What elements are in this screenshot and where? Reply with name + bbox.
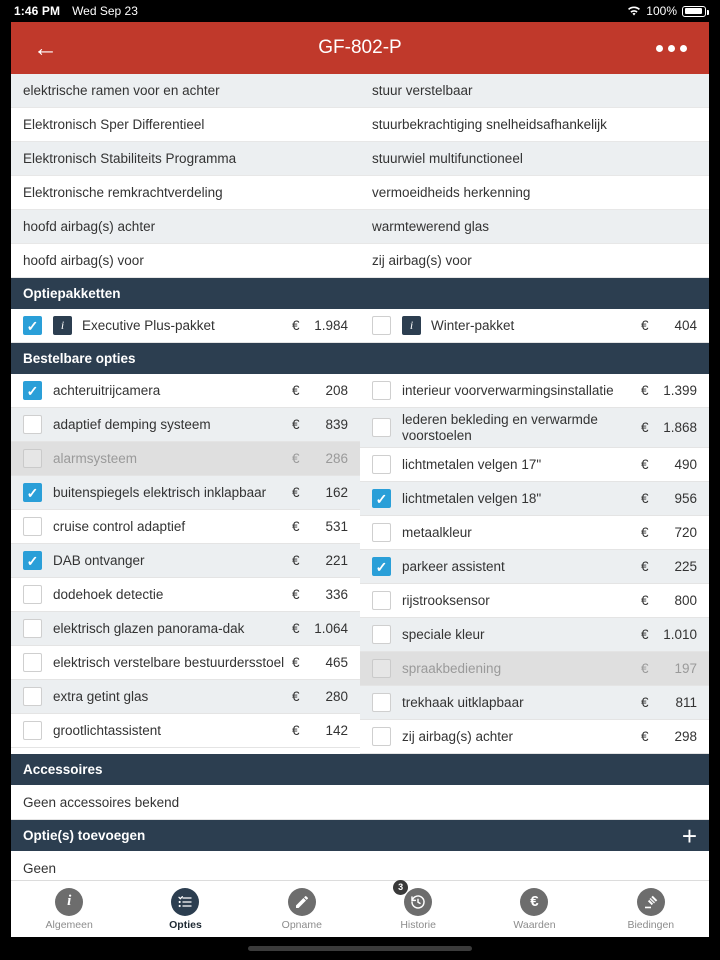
wifi-icon [627,6,641,17]
tab-opties[interactable] [127,881,243,937]
option-row[interactable] [11,612,360,646]
price-amount: 1.010 [663,627,697,642]
option-label: parkeer assistent [402,558,505,574]
price-amount: 531 [325,519,348,534]
feature-row: elektrische ramen voor en achter [11,74,360,108]
battery-icon [682,6,706,17]
option-checkbox[interactable] [23,415,42,434]
option-checkbox[interactable] [23,619,42,638]
option-checkbox [372,659,391,678]
option-checkbox[interactable] [372,418,391,437]
options-grid [11,374,709,754]
tab-label: Biedingen [627,918,675,931]
option-price [641,593,697,608]
feature-row: zij airbag(s) voor [360,244,709,278]
option-checkbox[interactable] [372,557,391,576]
currency-symbol: € [292,451,300,466]
feature-row: stuurwiel multifunctioneel [360,142,709,176]
option-price [292,417,348,432]
accessories-empty-row: Geen accessoires bekend [11,785,709,820]
pencil-icon[interactable] [288,888,316,916]
status-time: 1:46 PM [14,4,61,18]
option-label: metaalkleur [402,524,472,540]
option-checkbox[interactable] [372,625,391,644]
dot-3 [680,45,687,52]
currency-symbol: € [292,383,300,398]
price-amount: 1.868 [663,420,697,435]
option-price [641,695,697,710]
currency-symbol: € [292,553,300,568]
currency-symbol: € [292,689,300,704]
option-price [292,383,348,398]
currency-symbol: € [641,559,649,574]
option-price [292,519,348,534]
feature-row: stuur verstelbaar [360,74,709,108]
section-header-optiepakketten [11,278,709,309]
section-title: Accessoires [23,762,103,777]
option-label: buitenspiegels elektrisch inklapbaar [53,484,267,500]
option-price [292,318,348,333]
price-amount: 404 [674,318,697,333]
option-checkbox[interactable] [372,727,391,746]
history-icon[interactable] [398,882,432,916]
price-amount: 490 [674,457,697,472]
option-row[interactable] [11,714,360,748]
option-price [292,689,348,704]
price-amount: 839 [325,417,348,432]
currency-symbol: € [641,593,649,608]
option-price [292,655,348,670]
option-checkbox[interactable] [372,489,391,508]
option-label: elektrisch verstelbare bestuurdersstoel [53,654,285,670]
option-label: grootlichtassistent [53,722,162,738]
status-bar-left [14,4,138,18]
currency-symbol: € [641,318,649,333]
tab-label: Historie [400,918,436,931]
added-options-empty-row: Geen [11,851,709,880]
currency-symbol: € [641,525,649,540]
currency-symbol: € [292,519,300,534]
currency-symbol: € [292,655,300,670]
price-amount: 811 [675,695,697,710]
option-row[interactable] [360,584,709,618]
section-header-accessoires [11,754,709,785]
option-checkbox[interactable] [23,585,42,604]
option-row[interactable] [11,309,360,343]
tab-historie[interactable] [360,881,476,937]
option-checkbox[interactable] [372,591,391,610]
more-options-button[interactable] [656,45,687,52]
option-row[interactable] [11,374,360,408]
packages-grid [11,309,709,343]
currency-symbol: € [292,485,300,500]
section-header-optie-toevoegen [11,820,709,851]
tab-label: Opname [281,918,322,931]
info-icon[interactable]: i [402,316,421,335]
option-label: dodehoek detectie [53,586,164,602]
currency-symbol: € [292,417,300,432]
currency-symbol: € [641,627,649,642]
option-label: extra getint glas [53,688,149,704]
option-row[interactable] [360,686,709,720]
sliders-icon[interactable] [171,888,199,916]
option-row[interactable] [360,720,709,754]
status-date: Wed Sep 23 [72,4,138,18]
option-row [11,442,360,476]
dot-1 [656,45,663,52]
option-row[interactable] [11,408,360,442]
option-label: achteruitrijcamera [53,382,161,398]
option-label: alarmsysteem [53,450,138,466]
currency-symbol: € [641,383,649,398]
currency-symbol: € [292,318,300,333]
euro-icon[interactable]: € [520,888,548,916]
option-checkbox[interactable] [23,551,42,570]
standard-features-grid [11,74,709,278]
tab-label: Opties [169,918,202,931]
option-row[interactable] [11,646,360,680]
price-amount: 465 [325,655,348,670]
price-amount: 800 [674,593,697,608]
info-icon[interactable]: i [53,316,72,335]
section-title: Optiepakketten [23,286,121,301]
option-label: elektrisch glazen panorama-dak [53,620,245,636]
tab-algemeen[interactable] [11,881,127,937]
gavel-icon[interactable] [637,888,665,916]
currency-symbol: € [641,695,649,710]
price-amount: 225 [674,559,697,574]
bottom-tab-bar [11,880,709,937]
option-label: interieur voorverwarmingsinstallatie [402,382,614,398]
feature-row: Elektronische remkrachtverdeling [11,176,360,210]
option-label: lichtmetalen velgen 17" [402,456,542,472]
option-checkbox[interactable] [23,721,42,740]
status-bar-right [627,4,706,18]
feature-row: hoofd airbag(s) voor [11,244,360,278]
option-row[interactable] [360,550,709,584]
option-row[interactable] [11,544,360,578]
currency-symbol: € [641,457,649,472]
option-price [641,318,697,333]
price-amount: 162 [325,485,348,500]
tab-label: Waarden [513,918,556,931]
feature-row: Elektronisch Stabiliteits Programma [11,142,360,176]
price-amount: 280 [325,689,348,704]
price-amount: 208 [325,383,348,398]
option-label: lederen bekleding en verwarmde voorstoelen [402,411,598,443]
option-label: zij airbag(s) achter [402,728,514,744]
features-col-right [360,74,709,278]
option-row[interactable] [360,374,709,408]
battery-percent: 100% [646,4,677,18]
section-title: Bestelbare opties [23,351,136,366]
tab-badge: 3 [393,880,408,895]
feature-row: stuurbekrachtiging snelheidsafhankelijk [360,108,709,142]
option-label: spraakbediening [402,660,502,676]
currency-symbol: € [292,587,300,602]
section-title: Optie(s) toevoegen [23,828,146,843]
option-checkbox[interactable] [23,316,42,335]
price-amount: 286 [325,451,348,466]
tab-biedingen[interactable] [593,881,709,937]
price-amount: 720 [674,525,697,540]
option-checkbox[interactable] [23,381,42,400]
option-checkbox[interactable] [23,653,42,672]
option-label: lichtmetalen velgen 18" [402,490,542,506]
options-col-right [360,374,709,754]
feature-row: Elektronisch Sper Differentieel [11,108,360,142]
page-title: GF-802-P [318,37,402,58]
option-label: trekhaak uitklapbaar [402,694,524,710]
option-row [360,652,709,686]
option-price [641,383,697,398]
price-amount: 336 [325,587,348,602]
app-window [11,22,709,937]
features-col-left [11,74,360,278]
option-price [292,723,348,738]
option-row[interactable] [360,408,709,448]
feature-row: warmtewerend glas [360,210,709,244]
option-row[interactable] [11,510,360,544]
option-label: Executive Plus-pakket [82,317,215,333]
back-button[interactable]: ← [33,33,58,62]
option-price [292,553,348,568]
option-row[interactable] [360,516,709,550]
option-checkbox[interactable] [372,693,391,712]
option-price [641,661,697,676]
option-label: DAB ontvanger [53,552,145,568]
currency-symbol: € [292,621,300,636]
option-price [641,420,697,435]
option-price [292,485,348,500]
option-checkbox [23,449,42,468]
home-indicator [248,946,472,951]
price-amount: 197 [674,661,697,676]
option-price [641,457,697,472]
currency-symbol: € [641,491,649,506]
option-checkbox[interactable] [372,523,391,542]
option-label: speciale kleur [402,626,485,642]
price-amount: 221 [325,553,348,568]
status-bar [0,0,720,22]
price-amount: 1.064 [314,621,348,636]
currency-symbol: € [292,723,300,738]
option-price [292,587,348,602]
currency-symbol: € [641,661,649,676]
option-price [641,627,697,642]
option-row[interactable] [11,578,360,612]
option-price [641,729,697,744]
option-row[interactable] [11,680,360,714]
price-amount: 956 [674,491,697,506]
option-price [641,559,697,574]
price-amount: 298 [674,729,697,744]
currency-symbol: € [641,729,649,744]
option-price [292,621,348,636]
feature-row: hoofd airbag(s) achter [11,210,360,244]
dot-2 [668,45,675,52]
tab-waarden[interactable] [476,881,592,937]
option-price [641,491,697,506]
option-row[interactable] [360,482,709,516]
option-checkbox[interactable] [372,455,391,474]
option-label: cruise control adaptief [53,518,186,534]
price-amount: 142 [325,723,348,738]
plus-icon[interactable]: + [681,820,697,851]
option-row[interactable] [360,448,709,482]
option-checkbox[interactable] [23,517,42,536]
option-checkbox[interactable] [23,687,42,706]
section-header-bestelbare-opties [11,343,709,374]
option-checkbox[interactable] [372,381,391,400]
option-row[interactable] [11,476,360,510]
packages-col-right [360,309,709,343]
option-label: adaptief demping systeem [53,416,211,432]
feature-row: vermoeidheids herkenning [360,176,709,210]
option-label: rijstrooksensor [402,592,490,608]
option-price [292,451,348,466]
option-checkbox[interactable] [23,483,42,502]
currency-symbol: € [641,420,649,435]
tab-opname[interactable] [244,881,360,937]
packages-col-left [11,309,360,343]
option-row[interactable] [360,309,709,343]
price-amount: 1.984 [314,318,348,333]
options-col-left [11,374,360,754]
option-price [641,525,697,540]
price-amount: 1.399 [663,383,697,398]
options-scroll-area[interactable] [11,74,709,880]
option-row[interactable] [360,618,709,652]
app-header [11,22,709,74]
option-checkbox[interactable] [372,316,391,335]
tab-label: Algemeen [45,918,93,931]
option-label: Winter-pakket [431,317,515,333]
info-icon[interactable]: i [55,888,83,916]
